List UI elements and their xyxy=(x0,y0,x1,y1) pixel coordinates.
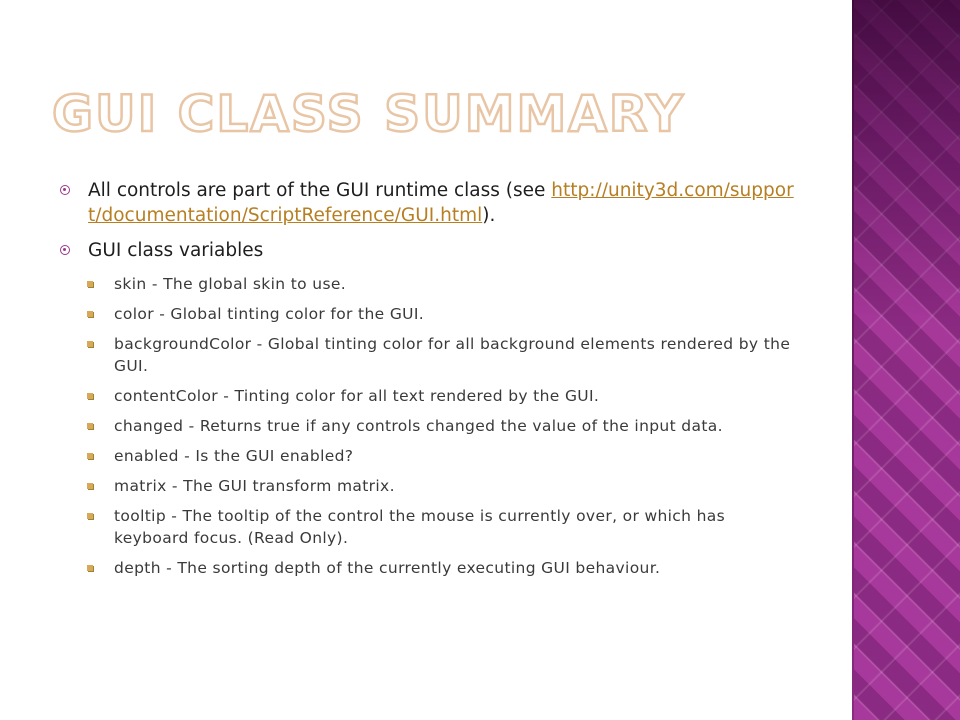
sub-item-text: backgroundColor - Global tinting color for all background elements rendered by the GUI. xyxy=(114,335,791,375)
sub-item-text: matrix - The GUI transform matrix. xyxy=(114,477,395,495)
square-bullet-icon xyxy=(87,393,93,399)
sub-item-text: changed - Returns true if any controls changed the value of the input data. xyxy=(114,417,723,435)
sub-item-depth xyxy=(60,557,800,579)
slide-content xyxy=(60,178,800,587)
square-bullet-icon xyxy=(87,423,93,429)
square-bullet-icon xyxy=(87,483,93,489)
sub-item-enabled xyxy=(60,445,800,467)
script-reference-link[interactable]: http://unity3d.com/support/documentation/ScriptReference/GUI.html xyxy=(88,180,794,226)
sub-item-text: depth - The sorting depth of the currently executing GUI behaviour. xyxy=(114,559,661,577)
square-bullet-icon xyxy=(87,311,93,317)
square-bullet-icon xyxy=(87,565,93,571)
bullet-gui-class-variables xyxy=(60,238,800,263)
slide-title: GUI CLASS SUMMARY xyxy=(52,85,685,143)
sub-item-text: contentColor - Tinting color for all text rendered by the GUI. xyxy=(114,387,600,405)
sub-item-tooltip xyxy=(60,505,800,549)
circle-bullet-icon xyxy=(60,185,70,195)
sub-item-text: color - Global tinting color for the GUI. xyxy=(114,305,425,323)
bullet-text: All controls are part of the GUI runtime class (see xyxy=(88,180,552,201)
decorative-side-band xyxy=(854,0,960,720)
sub-item-color xyxy=(60,303,800,325)
square-bullet-icon xyxy=(87,453,93,459)
square-bullet-icon xyxy=(87,341,93,347)
square-bullet-icon xyxy=(87,513,93,519)
sub-item-text: enabled - Is the GUI enabled? xyxy=(114,447,354,465)
bullet-text-end: ). xyxy=(482,205,496,226)
sub-item-matrix xyxy=(60,475,800,497)
sub-item-changed xyxy=(60,415,800,437)
sub-item-text: tooltip - The tooltip of the control the mouse is currently over, or which has keyboard focus. (Read Only). xyxy=(114,507,726,547)
sub-item-content-color xyxy=(60,385,800,407)
square-bullet-icon xyxy=(87,281,93,287)
circle-bullet-icon xyxy=(60,245,70,255)
sub-item-text: skin - The global skin to use. xyxy=(114,275,347,293)
sub-item-background-color xyxy=(60,333,800,377)
sub-item-skin xyxy=(60,273,800,295)
bullet-gui-runtime-class xyxy=(60,178,800,228)
bullet-text: GUI class variables xyxy=(88,240,264,261)
